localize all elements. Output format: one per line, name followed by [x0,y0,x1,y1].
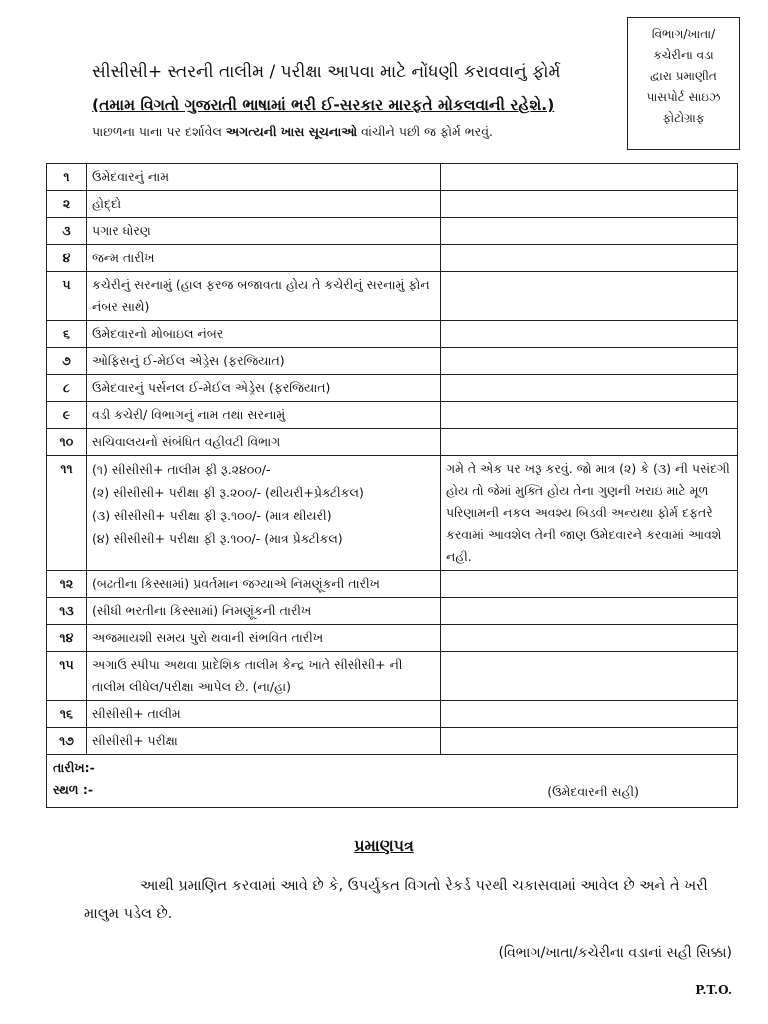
registration-table [46,163,738,808]
photo-box-line: કચેરીના વડા [653,48,714,62]
table-row [47,728,738,755]
row-number: ૧૧ [47,456,87,571]
row-value-field[interactable] [441,321,738,348]
row-number: ૨ [47,191,87,218]
fee-instruction: ગમે તે એક પર ખરૂ કરવું. જો માત્ર (૨) કે (૩) ની પસંદગી હોય તો જેમાં મુક્તિ હોય તેના ગુણની ખરાઇ માટે મૂળ પરિણામની નકલ અવશ્ય બિડવી અન્યથા ફોર્મ દફતરે કરવામાં આવશેલ તેની જાણ ઉમેદવારને કરવામાં આવશે નહી. [441,456,738,571]
instruction-note [92,124,493,140]
table-row [47,348,738,375]
table-row [47,701,738,728]
row-label: (બઢતીના કિસ્સામાં) પ્રવર્તમાન જગ્યાએ નિમણૂંકની તારીખ [87,571,441,598]
table-row [47,191,738,218]
table-row [47,625,738,652]
row-label: ઉમેદવારનું પર્સનલ ઈ-મેઈલ એડ્રેસ (ફરજિયાત) [87,375,441,402]
row-value-field[interactable] [441,164,738,191]
photo-box-line: ફોટોગ્રાફ [662,111,705,125]
row-label: (સીધી ભરતીના કિસ્સામાં) નિમણૂંકની તારીખ [87,598,441,625]
table-row [47,164,738,191]
photo-box-line: પાસપોર્ટ સાઇઝ [646,90,721,104]
row-value-field[interactable] [441,191,738,218]
row-value-field[interactable] [441,429,738,456]
row-label: પગાર ધોરણ [87,218,441,245]
table-row [47,272,738,321]
row-label: કચેરીનું સરનામું (હાલ ફરજ બજાવતા હોય તે કચેરીનું સરનામું ફોન નંબર સાથે) [87,272,441,321]
row-label: ઉમેદવારનો મોબાઇલ નંબર [87,321,441,348]
photo-box-line: વિભાગ/ખાતા/ [651,27,716,41]
place-label: સ્થળ :- [53,782,94,797]
photo-box-line: દ્વારા પ્રમાણીત [650,69,717,83]
row-number: ૧૫ [47,652,87,701]
row-number: ૬ [47,321,87,348]
note-text-pre: પાછળના પાના પર દર્શાવેલ [92,124,226,139]
row-value-field[interactable] [441,625,738,652]
row-label: અજમાયશી સમય પુરો થવાની સંભવિત તારીખ [87,625,441,652]
row-number: ૧૬ [47,701,87,728]
table-row [47,402,738,429]
row-value-field[interactable] [441,348,738,375]
pto-label: P.T.O. [695,983,732,997]
footer-cell [47,755,738,808]
fee-options [87,456,441,571]
fee-option[interactable]: (૪) સીસીસી+ પરીક્ષા ફી રૂ.૧૦૦/- (માત્ર પ્રેક્ટીકલ) [92,531,343,546]
table-row [47,571,738,598]
row-number: ૧ [47,164,87,191]
row-number: ૭ [47,348,87,375]
date-label: તારીખ:- [53,760,95,775]
row-number: ૪ [47,245,87,272]
row-number: ૧૭ [47,728,87,755]
row-label: સચિવાલયનો સંબંધિત વહીવટી વિભાગ [87,429,441,456]
certificate-title: પ્રમાણપત્ર [354,836,414,855]
table-row [47,456,738,571]
row-number: ૮ [47,375,87,402]
row-number: ૧૩ [47,598,87,625]
table-row [47,321,738,348]
row-label: ઓફિસનું ઈ-મેઈલ એડ્રેસ (ફરજિયાત) [87,348,441,375]
form-title: સીસીસી+ સ્તરની તાલીમ / પરીક્ષા આપવા માટે નોંધણી કરાવવાનું ફોર્મ [92,62,561,82]
row-number: ૩ [47,218,87,245]
row-value-field[interactable] [441,245,738,272]
table-row [47,652,738,701]
table-row [47,375,738,402]
row-value-field[interactable] [441,218,738,245]
row-value-field[interactable] [441,598,738,625]
row-label: ઉમેદવારનું નામ [87,164,441,191]
row-number: ૯ [47,402,87,429]
row-value-field[interactable] [441,402,738,429]
row-number: ૧૦ [47,429,87,456]
fee-option[interactable]: (૨) સીસીસી+ પરીક્ષા ફી રૂ.૨૦૦/- (થીયરી+પ્રેક્ટીકલ) [92,485,364,500]
row-value-field[interactable] [441,571,738,598]
fee-option[interactable]: (૩) સીસીસી+ પરીક્ષા ફી રૂ.૧૦૦/- (માત્ર થીયરી) [92,508,332,523]
head-signature-label: (વિભાગ/ખાતા/કચેરીના વડાનાં સહી સિક્કા) [498,945,732,961]
candidate-signature-label: (ઉમેદવારની સહી) [547,784,639,799]
row-value-field[interactable] [441,375,738,402]
table-row [47,598,738,625]
row-label: અગાઉ સ્પીપા અથવા પ્રાદેશિક તાલીમ કેન્દ્ર ખાતે સીસીસી+ ની તાલીમ લીધેલ/પરીક્ષા આપેલ છે. (ના/હા) [87,652,441,701]
row-label: સીસીસી+ પરીક્ષા [87,728,441,755]
note-text-post: વાંચીને પછી જ ફોર્મ ભરવું. [357,124,494,139]
row-number: ૫ [47,272,87,321]
row-value-field[interactable] [441,701,738,728]
row-value-field[interactable] [441,728,738,755]
row-number: ૧૨ [47,571,87,598]
row-label: હોદ્દો [87,191,441,218]
fee-option[interactable]: (૧) સીસીસી+ તાલીમ ફી રૂ.૨૪૦૦/- [92,462,271,477]
row-label: જન્મ તારીખ [87,245,441,272]
row-value-field[interactable] [441,272,738,321]
photo-box [627,17,740,150]
row-number: ૧૪ [47,625,87,652]
table-row [47,245,738,272]
certificate-body: આથી પ્રમાણિત કરવામાં આવે છે કે, ઉપર્યુકત વિગતો રેકર્ડ પરથી ચકાસવામાં આવેલ છે અને તે ખરી માલુમ પડેલ છે. [84,878,708,922]
form-subtitle: (તમામ વિગતો ગુજરાતી ભાષામાં ભરી ઈ-સરકાર મારફતે મોકલવાની રહેશે.) [92,96,555,114]
table-row [47,218,738,245]
footer-row [47,755,738,808]
note-text-bold: અગત્યની ખાસ સૂચનાઓ [225,124,358,139]
row-value-field[interactable] [441,652,738,701]
row-label: વડી કચેરી/ વિભાગનું નામ તથા સરનામું [87,402,441,429]
row-label: સીસીસી+ તાલીમ [87,701,441,728]
table-row [47,429,738,456]
